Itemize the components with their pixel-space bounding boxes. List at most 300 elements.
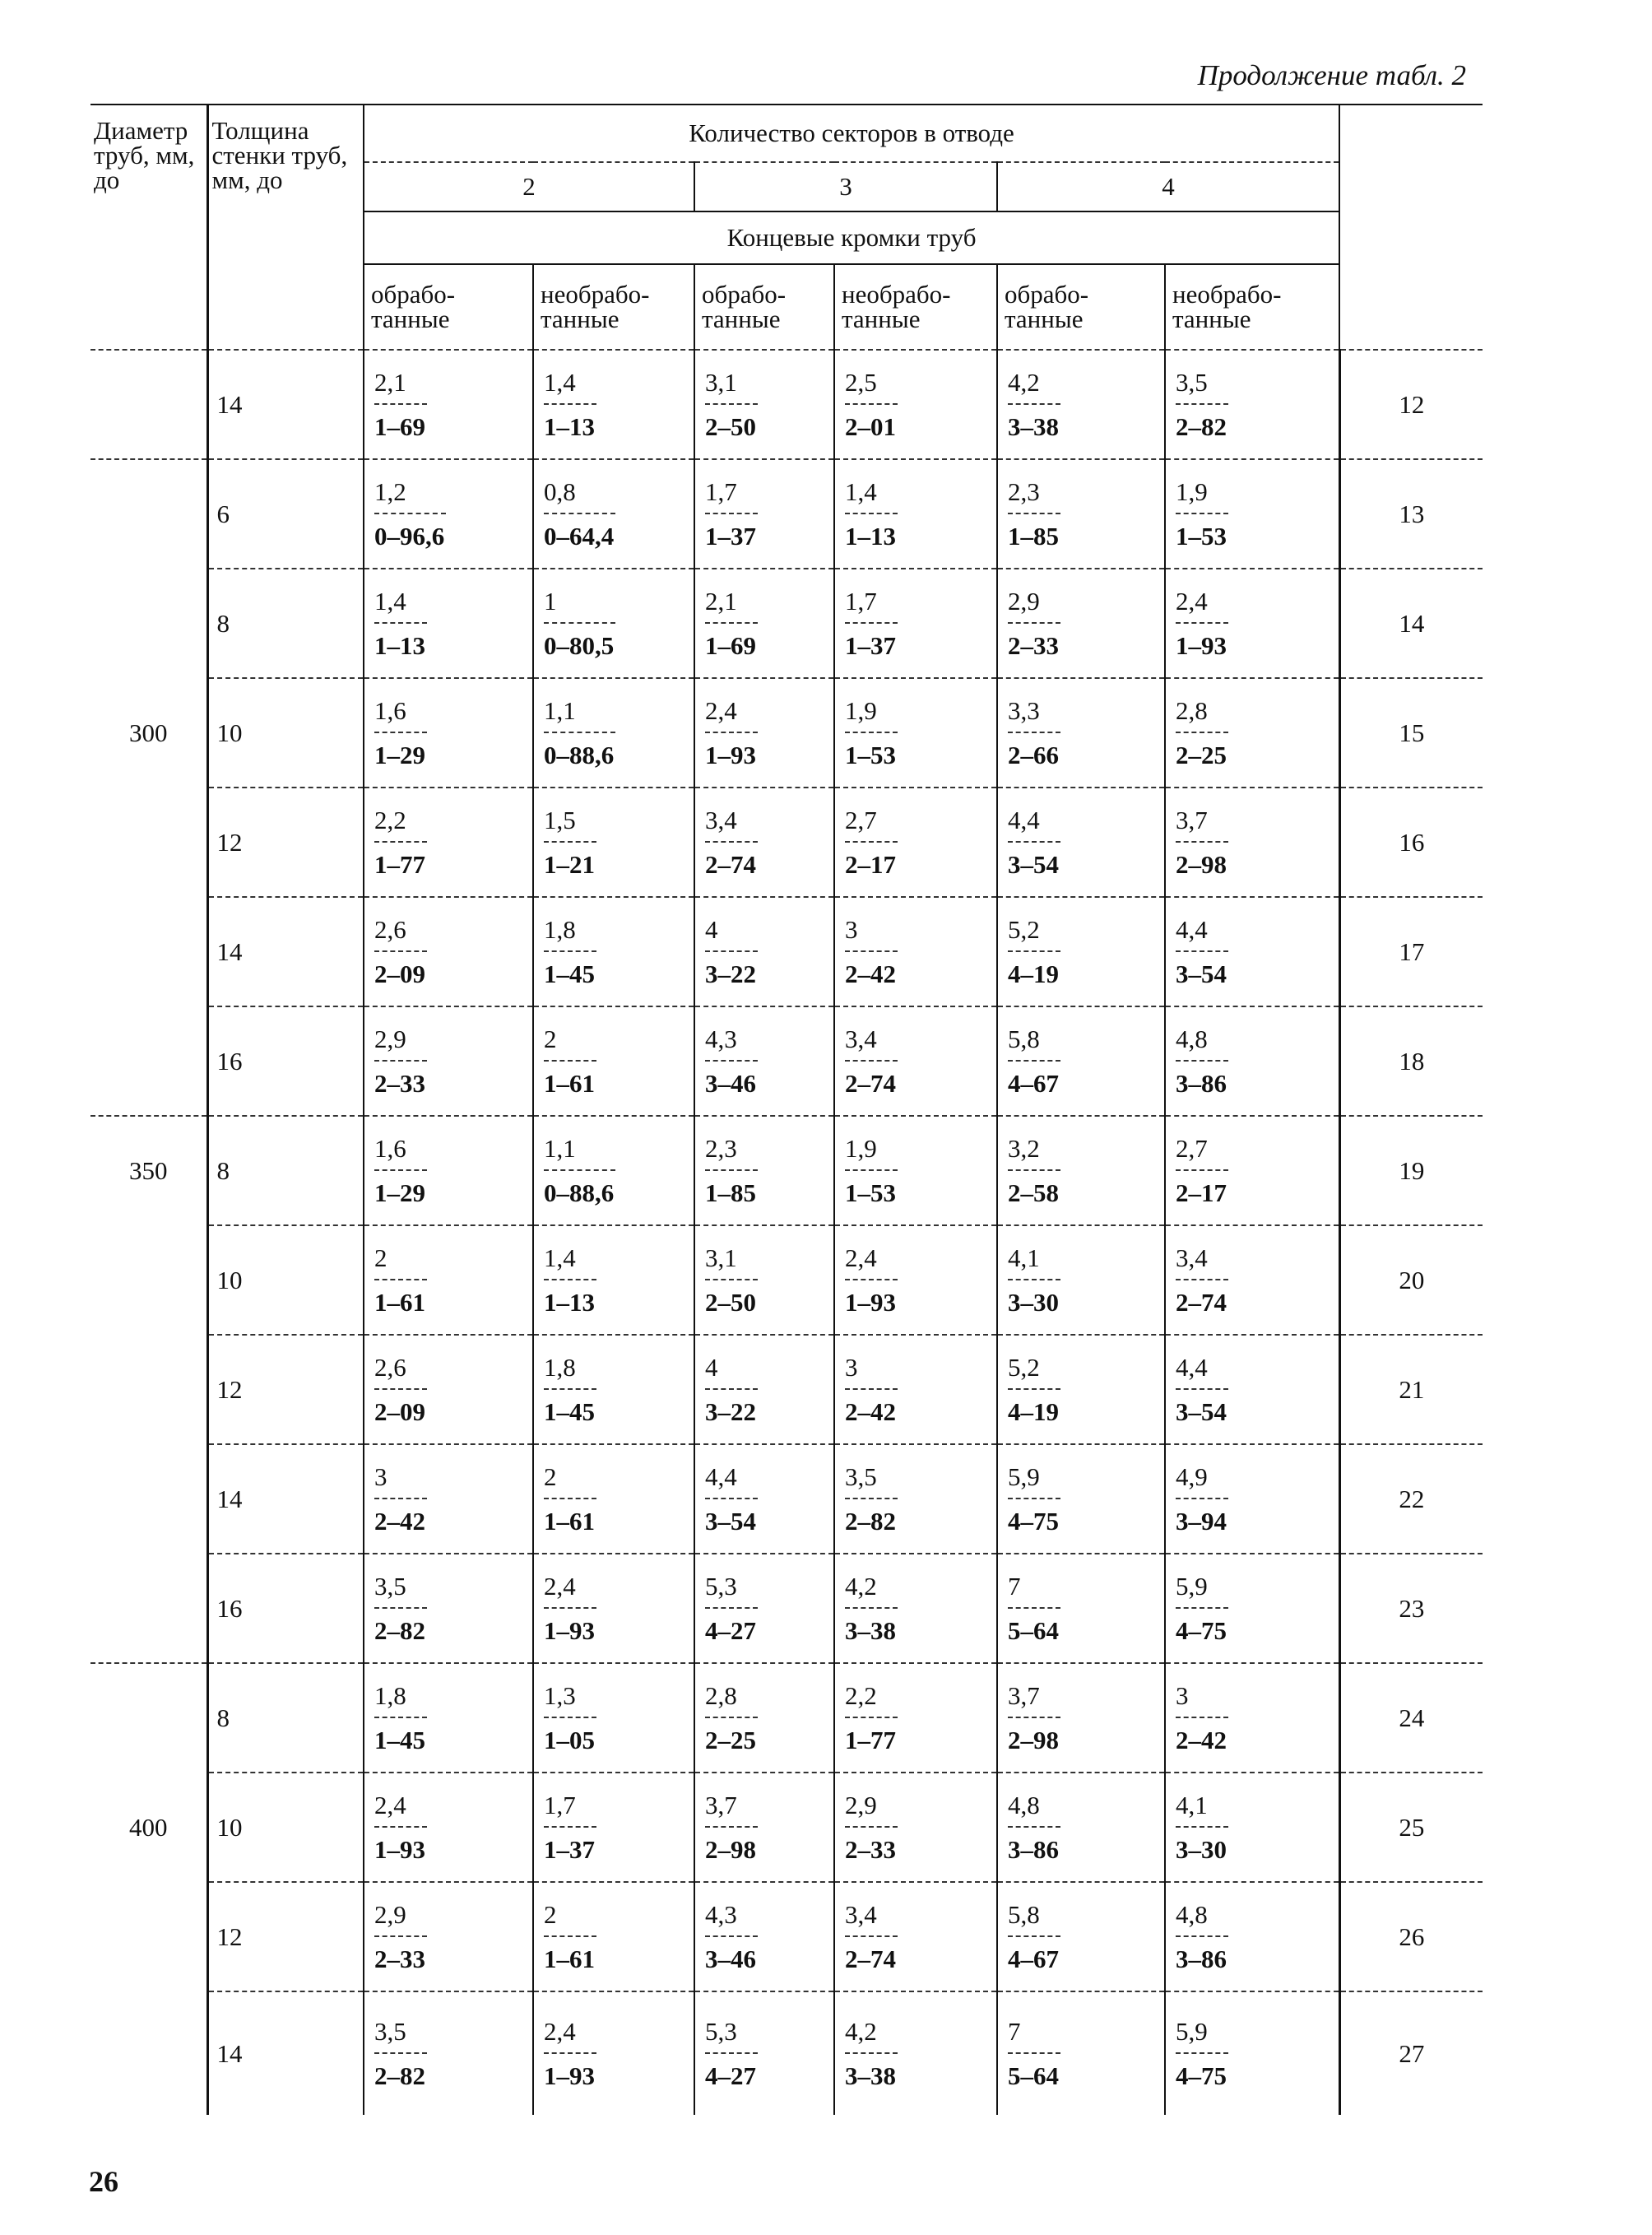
value-numerator: 5,2 [1008,914,1060,952]
row-number: 23 [1339,1554,1483,1663]
value-cell [364,459,533,569]
value-numerator: 1,7 [845,586,898,624]
row-number: 15 [1339,678,1483,788]
value-numerator: 2,3 [705,1133,758,1171]
row-number: 13 [1339,459,1483,569]
value-denominator: 2–50 [705,1287,756,1317]
value-numerator: 2,9 [374,1899,427,1937]
row-number: 19 [1339,1116,1483,1225]
value-numerator: 2,6 [374,1352,427,1390]
value-numerator: 1,2 [374,476,446,514]
value-cell [694,1225,834,1335]
value-numerator: 2,3 [1008,476,1060,514]
value-denominator: 4–19 [1008,959,1059,988]
value-denominator: 2–98 [1008,1725,1059,1754]
diameter-cell [90,897,207,1006]
value-cell [694,788,834,897]
value-cell [694,569,834,678]
table-row [90,459,1483,569]
value-numerator: 5,8 [1008,1899,1060,1937]
row-number: 21 [1339,1335,1483,1444]
value-denominator: 5–64 [1008,2061,1059,2090]
value-denominator: 2–66 [1008,740,1059,769]
value-denominator: 2–74 [845,1068,896,1098]
table-row [90,788,1483,897]
row-number: 27 [1339,1991,1483,2115]
value-numerator: 2,4 [544,2016,596,2054]
value-numerator: 4,4 [1176,1352,1228,1390]
table-row [90,1663,1483,1773]
value-denominator: 2–25 [1176,740,1227,769]
table-row [90,1116,1483,1225]
value-numerator: 7 [1008,1571,1060,1609]
value-numerator: 3,5 [845,1461,898,1499]
value-numerator: 3,4 [845,1899,898,1937]
value-numerator: 2,9 [845,1790,898,1828]
value-denominator: 2–25 [705,1725,756,1754]
value-cell [694,678,834,788]
table-body [90,350,1483,2115]
value-cell [694,1663,834,1773]
value-cell [694,1773,834,1882]
value-numerator: 2,4 [845,1243,898,1280]
value-cell [1165,1991,1339,2115]
value-numerator: 5,8 [1008,1024,1060,1062]
header-unprocessed: необрабо-танные [1165,264,1339,350]
diameter-cell [90,459,207,569]
value-denominator: 2–74 [1176,1287,1227,1317]
value-cell [834,1663,997,1773]
value-numerator: 4,8 [1176,1024,1228,1062]
value-denominator: 1–93 [845,1287,896,1317]
value-numerator: 2,9 [1008,586,1060,624]
value-denominator: 2–42 [845,1396,896,1426]
value-numerator: 3 [374,1461,427,1499]
value-numerator: 3,4 [1176,1243,1228,1280]
value-numerator: 3,7 [1008,1680,1060,1718]
value-denominator: 2–17 [845,849,896,879]
value-cell [364,788,533,897]
value-numerator: 4,3 [705,1024,758,1062]
value-numerator: 2,8 [1176,695,1228,733]
value-cell [1165,1006,1339,1116]
value-numerator: 1 [544,586,615,624]
value-cell [997,788,1165,897]
table-row [90,1006,1483,1116]
value-cell [533,1116,694,1225]
table-row [90,897,1483,1006]
row-number: 14 [1339,569,1483,678]
header-sectors: Количество секторов в отводе [364,105,1339,162]
value-numerator: 4,4 [705,1461,758,1499]
diameter-cell [90,788,207,897]
value-cell [997,1225,1165,1335]
header-processed: обрабо-танные [997,264,1165,350]
value-denominator: 1–13 [544,1287,595,1317]
value-denominator: 2–58 [1008,1178,1059,1207]
value-numerator: 1,4 [845,476,898,514]
value-numerator: 2 [544,1024,596,1062]
value-numerator: 4 [705,1352,758,1390]
header-processed: обрабо-танные [694,264,834,350]
value-numerator: 1,9 [1176,476,1228,514]
value-cell [1165,1335,1339,1444]
value-numerator: 2,1 [374,367,427,405]
value-cell [834,1991,997,2115]
value-cell [364,1116,533,1225]
value-denominator: 1–45 [544,1396,595,1426]
value-cell [533,1554,694,1663]
value-cell [997,1554,1165,1663]
value-denominator: 1–69 [705,630,756,660]
value-numerator: 3,4 [705,805,758,843]
wall-cell: 14 [207,897,364,1006]
value-numerator: 1,4 [544,1243,596,1280]
value-cell [533,1882,694,1991]
value-denominator: 2–33 [1008,630,1059,660]
table-row [90,678,1483,788]
value-numerator: 1,9 [845,1133,898,1171]
value-numerator: 4,2 [845,2016,898,2054]
wall-cell: 14 [207,1444,364,1554]
value-numerator: 1,5 [544,805,596,843]
value-cell [533,1663,694,1773]
row-number: 17 [1339,897,1483,1006]
value-denominator: 3–46 [705,1068,756,1098]
value-denominator: 1–13 [374,630,425,660]
value-numerator: 7 [1008,2016,1060,2054]
value-denominator: 2–42 [845,959,896,988]
value-cell [364,569,533,678]
value-numerator: 1,8 [374,1680,427,1718]
value-denominator: 1–05 [544,1725,595,1754]
value-denominator: 1–21 [544,849,595,879]
value-denominator: 3–38 [845,2061,896,2090]
value-denominator: 3–54 [1176,959,1227,988]
value-denominator: 2–98 [1176,849,1227,879]
wall-cell: 12 [207,788,364,897]
value-numerator: 1,9 [845,695,898,733]
value-cell [1165,459,1339,569]
value-denominator: 2–82 [374,1615,425,1645]
wall-cell: 10 [207,1225,364,1335]
header-sector-3: 3 [694,162,997,211]
value-cell [834,1882,997,1991]
value-denominator: 3–94 [1176,1506,1227,1536]
value-cell [533,788,694,897]
diameter-cell [90,1444,207,1554]
value-denominator: 1–53 [1176,521,1227,551]
value-cell [997,1991,1165,2115]
value-denominator: 4–75 [1176,2061,1227,2090]
value-numerator: 3,3 [1008,695,1060,733]
value-cell [997,1116,1165,1225]
value-numerator: 1,6 [374,1133,427,1171]
value-cell [834,1006,997,1116]
value-cell [834,678,997,788]
value-denominator: 3–86 [1176,1944,1227,1973]
value-denominator: 2–50 [705,411,756,441]
value-denominator: 2–33 [374,1068,425,1098]
value-cell [1165,1444,1339,1554]
value-numerator: 2,6 [374,914,427,952]
header-sector-4: 4 [997,162,1339,211]
table-row [90,350,1483,459]
value-numerator: 3,5 [374,1571,427,1609]
value-numerator: 3,5 [1176,367,1228,405]
value-numerator: 3,7 [705,1790,758,1828]
value-denominator: 2–82 [374,2061,425,2090]
value-denominator: 1–77 [374,849,425,879]
value-numerator: 5,3 [705,1571,758,1609]
value-cell [997,1882,1165,1991]
row-number: 26 [1339,1882,1483,1991]
header-unprocessed: необрабо-танные [834,264,997,350]
value-numerator: 2,2 [374,805,427,843]
value-cell [694,1991,834,2115]
value-numerator: 3,4 [845,1024,898,1062]
value-cell [533,678,694,788]
value-cell [364,1225,533,1335]
value-denominator: 2–17 [1176,1178,1227,1207]
wall-cell: 10 [207,1773,364,1882]
value-cell [364,1335,533,1444]
value-cell [533,1773,694,1882]
value-denominator: 1–93 [705,740,756,769]
value-cell [1165,1554,1339,1663]
value-cell [1165,678,1339,788]
value-cell [1165,569,1339,678]
value-cell [834,350,997,459]
value-cell [834,459,997,569]
value-cell [834,1116,997,1225]
table-row [90,1225,1483,1335]
value-cell [694,350,834,459]
row-number: 18 [1339,1006,1483,1116]
value-denominator: 4–67 [1008,1944,1059,1973]
value-denominator: 4–67 [1008,1068,1059,1098]
value-numerator: 4,9 [1176,1461,1228,1499]
value-numerator: 4 [705,914,758,952]
value-cell [997,1335,1165,1444]
diameter-cell [90,569,207,678]
value-numerator: 3,7 [1176,805,1228,843]
value-denominator: 1–13 [845,521,896,551]
value-cell [997,350,1165,459]
value-denominator: 1–37 [845,630,896,660]
value-denominator: 3–22 [705,1396,756,1426]
value-cell [364,1991,533,2115]
wall-cell: 14 [207,350,364,459]
value-denominator: 2–33 [845,1834,896,1864]
value-cell [694,897,834,1006]
value-denominator: 1–45 [544,959,595,988]
value-cell [364,1882,533,1991]
header-sector-2: 2 [364,162,694,211]
value-denominator: 1–61 [544,1944,595,1973]
value-cell [364,1006,533,1116]
value-numerator: 4,8 [1008,1790,1060,1828]
value-numerator: 2,5 [845,367,898,405]
value-denominator: 2–82 [1176,411,1227,441]
value-denominator: 0–64,4 [544,521,615,551]
value-numerator: 2,7 [845,805,898,843]
value-denominator: 1–85 [705,1178,756,1207]
header-diameter: Диаметр труб, мм, до [90,105,207,350]
value-denominator: 1–85 [1008,521,1059,551]
value-cell [834,788,997,897]
value-cell [997,1444,1165,1554]
header-unprocessed: необрабо-танные [533,264,694,350]
value-numerator: 2,2 [845,1680,898,1718]
value-cell [694,1116,834,1225]
value-denominator: 1–37 [705,521,756,551]
row-number: 25 [1339,1773,1483,1882]
value-cell [364,1444,533,1554]
diameter-cell: 400 [129,1812,168,1842]
value-numerator: 4,1 [1176,1790,1228,1828]
value-denominator: 1–29 [374,740,425,769]
value-numerator: 5,3 [705,2016,758,2054]
value-numerator: 1,4 [544,367,596,405]
value-numerator: 1,7 [544,1790,596,1828]
value-cell [1165,1663,1339,1773]
value-denominator: 1–61 [544,1506,595,1536]
value-cell [533,1444,694,1554]
value-numerator: 5,9 [1176,1571,1228,1609]
value-cell [834,1225,997,1335]
value-denominator: 1–37 [544,1834,595,1864]
value-denominator: 1–13 [544,411,595,441]
value-denominator: 0–88,6 [544,1178,615,1207]
value-cell [364,1663,533,1773]
value-numerator: 2,8 [705,1680,758,1718]
value-cell [694,1882,834,1991]
value-cell [834,897,997,1006]
value-numerator: 2 [544,1461,596,1499]
value-numerator: 3,5 [374,2016,427,2054]
value-denominator: 3–46 [705,1944,756,1973]
wall-cell: 8 [207,569,364,678]
value-cell [533,1335,694,1444]
value-denominator: 1–77 [845,1725,896,1754]
value-numerator: 4,4 [1176,914,1228,952]
value-denominator: 3–38 [845,1615,896,1645]
value-cell [694,1554,834,1663]
value-denominator: 1–29 [374,1178,425,1207]
value-cell [997,569,1165,678]
value-cell [364,1554,533,1663]
wall-cell: 12 [207,1335,364,1444]
value-numerator: 1,7 [705,476,758,514]
value-denominator: 3–22 [705,959,756,988]
diameter-cell [90,1554,207,1663]
value-numerator: 1,6 [374,695,427,733]
row-number: 22 [1339,1444,1483,1554]
page-number: 26 [89,2165,118,2198]
value-numerator: 2 [544,1899,596,1937]
value-numerator: 2,1 [705,586,758,624]
value-cell [997,678,1165,788]
value-numerator: 3,1 [705,1243,758,1280]
value-cell [364,350,533,459]
value-denominator: 1–93 [544,1615,595,1645]
value-denominator: 2–74 [845,1944,896,1973]
table-row [90,569,1483,678]
value-cell [694,1335,834,1444]
wall-cell: 10 [207,678,364,788]
value-denominator: 1–93 [1176,630,1227,660]
wall-cell: 12 [207,1882,364,1991]
value-denominator: 1–61 [544,1068,595,1098]
value-numerator: 2 [374,1243,427,1280]
value-cell [834,1335,997,1444]
value-cell [1165,1225,1339,1335]
value-numerator: 2,4 [705,695,758,733]
value-cell [834,1773,997,1882]
value-numerator: 1,8 [544,1352,596,1390]
value-denominator: 3–86 [1008,1834,1059,1864]
value-numerator: 2,4 [374,1790,427,1828]
value-denominator: 3–86 [1176,1068,1227,1098]
value-cell [834,1554,997,1663]
header-processed: обрабо-танные [364,264,533,350]
value-numerator: 2,9 [374,1024,427,1062]
diameter-cell [90,1335,207,1444]
value-denominator: 2–33 [374,1944,425,1973]
diameter-cell [90,1006,207,1116]
value-cell [533,1991,694,2115]
value-denominator: 4–75 [1008,1506,1059,1536]
value-cell [694,1006,834,1116]
table-row [90,1335,1483,1444]
value-numerator: 1,3 [544,1680,596,1718]
diameter-cell: 350 [90,1116,207,1225]
value-denominator: 3–30 [1008,1287,1059,1317]
value-numerator: 4,2 [845,1571,898,1609]
value-numerator: 3,1 [705,367,758,405]
value-numerator: 1,4 [374,586,427,624]
value-cell [997,459,1165,569]
value-denominator: 2–98 [705,1834,756,1864]
value-denominator: 1–93 [374,1834,425,1864]
row-number: 16 [1339,788,1483,897]
table-row [90,1444,1483,1554]
table-row [90,1991,1483,2115]
value-numerator: 1,1 [544,695,615,733]
value-numerator: 5,2 [1008,1352,1060,1390]
value-cell [1165,350,1339,459]
value-denominator: 3–54 [1008,849,1059,879]
value-denominator: 1–93 [544,2061,595,2090]
value-denominator: 4–27 [705,1615,756,1645]
value-denominator: 3–54 [705,1506,756,1536]
value-cell [997,1006,1165,1116]
table-row [90,1773,1483,1882]
value-cell [533,1225,694,1335]
value-cell [1165,1773,1339,1882]
value-numerator: 4,8 [1176,1899,1228,1937]
value-denominator: 0–88,6 [544,740,615,769]
value-numerator: 3 [845,914,898,952]
value-cell [694,1444,834,1554]
value-numerator: 4,2 [1008,367,1060,405]
value-cell [1165,897,1339,1006]
value-denominator: 4–75 [1176,1615,1227,1645]
value-numerator: 1,1 [544,1133,615,1171]
wall-cell: 14 [207,1991,364,2115]
value-denominator: 2–82 [845,1506,896,1536]
